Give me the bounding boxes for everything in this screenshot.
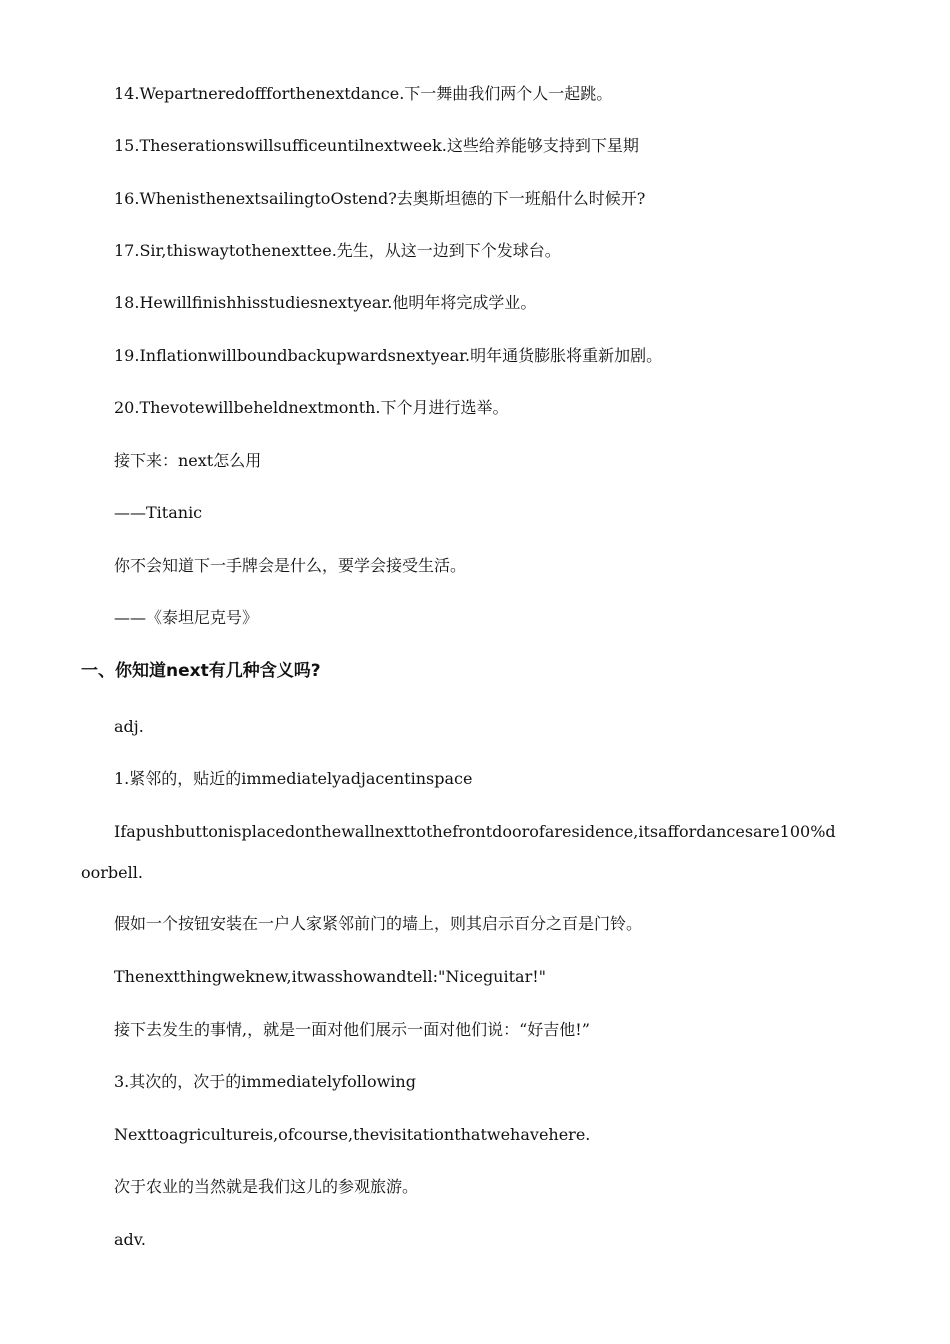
adj-label: adj.	[114, 717, 144, 736]
example-3: Nexttoagricultureis,ofcourse,thevisitationthatwehavehere.	[114, 1125, 591, 1144]
example-1-line-1: Ifapushbuttonisplacedonthewallnexttothefrontdoorofaresidence,itsaffordancesare100%d	[114, 822, 836, 841]
sentence-14: 14.Wepartneredoffforthenextdance.下一舞曲我们两个人一起跳。	[114, 84, 613, 103]
adv-label: adv.	[114, 1230, 147, 1249]
sentence-16: 16.WhenisthenextsailingtoOstend?去奥斯坦德的下一班船什么时候开?	[114, 189, 646, 208]
sense-3: 3.其次的，次于的immediatelyfollowing	[114, 1072, 416, 1091]
sentence-20: 20.Thevotewillbeheldnextmonth.下个月进行选举。	[114, 398, 509, 417]
sentence-15: 15.Theserationswillsufficeuntilnextweek.这些给养能够支持到下星期	[114, 136, 639, 155]
sense-1: 1.紧邻的，贴近的immediatelyadjacentinspace	[114, 769, 473, 788]
example-1-translation: 假如一个按钮安装在一户人家紧邻前门的墙上，则其启示百分之百是门铃。	[114, 914, 643, 933]
sentence-17: 17.Sir,thiswaytothenexttee.先生，从这一边到下个发球台。	[114, 241, 561, 260]
sentence-19: 19.Inflationwillboundbackupwardsnextyear.明年通货膨胀将重新加剧。	[114, 346, 663, 365]
quote-source-en: ——Titanic	[114, 503, 203, 522]
quote-text: 你不会知道下一手牌会是什么，要学会接受生活。	[114, 556, 467, 575]
example-2: Thenextthingweknew,itwasshowandtell:"Niceguitar!"	[114, 967, 547, 986]
section-heading: 一、你知道next有几种含义吗?	[81, 661, 321, 681]
example-2-translation: 接下去发生的事情,，就是一面对他们展示一面对他们说：“好吉他!”	[114, 1020, 590, 1039]
next-usage-intro: 接下来：next怎么用	[114, 451, 262, 470]
example-3-translation: 次于农业的当然就是我们这儿的参观旅游。	[114, 1177, 419, 1196]
quote-source-cn: ——《泰坦尼克号》	[114, 608, 259, 627]
example-1-line-2: oorbell.	[81, 863, 143, 882]
sentence-18: 18.Hewillfinishhisstudiesnextyear.他明年将完成学业。	[114, 293, 537, 312]
